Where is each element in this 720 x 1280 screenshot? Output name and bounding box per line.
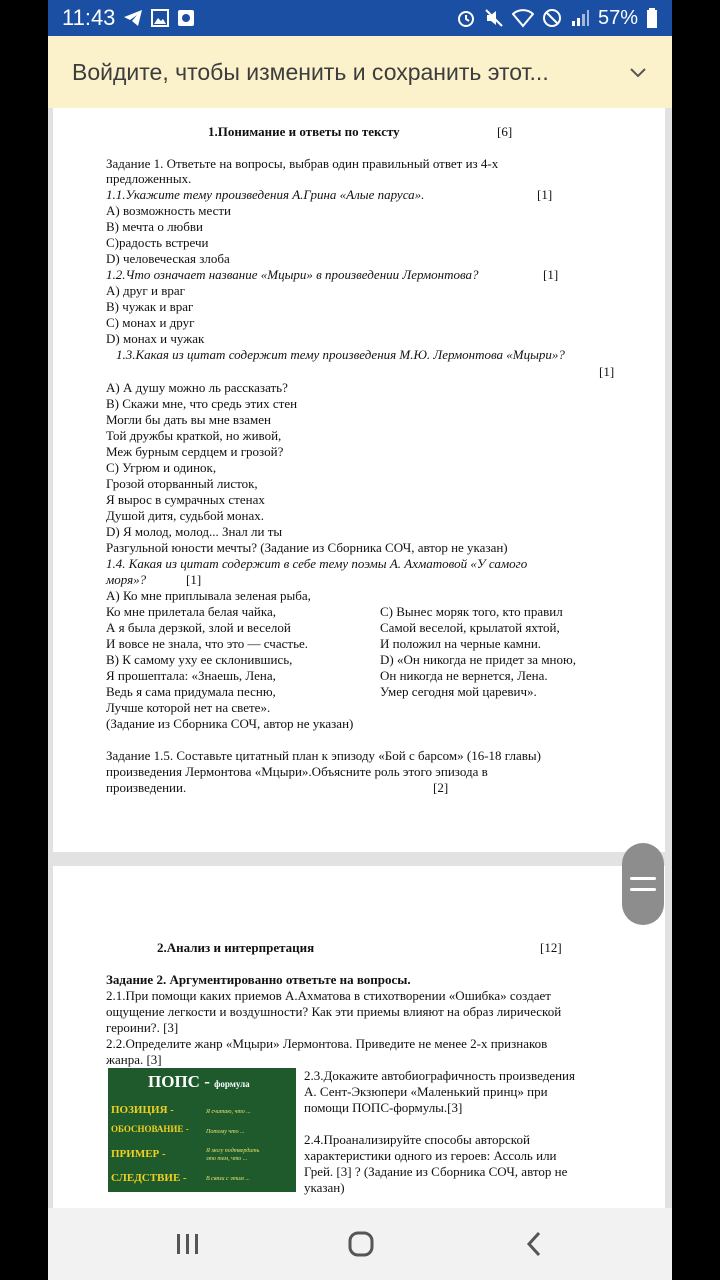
text-line: Я прошептала: «Знаешь, Лена, [106,668,276,683]
home-icon [347,1230,375,1258]
recent-apps-icon [175,1232,201,1256]
question-line: 1.3.Какая из цитат содержит тему произведения М.Ю. Лермонтова «Мцыри»? [116,347,565,362]
pops-hint: Я считаю, что ... [206,1109,251,1115]
text-line: Грозой оторванный листок, [106,476,258,491]
pops-hint: В связи с этим ... [206,1176,250,1182]
answer-option: A) возможность мести [106,203,231,218]
text-line: Душой дитя, судьбой монах. [106,508,264,523]
text-line: Задание 1.5. Составьте цитатный план к эпизоду «Бой с барсом» (16-18 главы) [106,748,541,763]
dnd-icon [542,8,562,28]
answer-option: D) Я молод, молод... Знал ли ты [106,524,283,539]
answer-option: A) друг и враг [106,283,185,298]
back-button[interactable] [514,1228,554,1260]
question-line: 1.1.Укажите тему произведения А.Грина «Алые паруса». [106,187,425,202]
score: [1] [599,364,615,379]
task-heading: Задание 2. Аргументированно ответьте на вопросы. [106,972,411,987]
score: [1] [537,187,553,202]
text-line: И вовсе не знала, что это — счастье. [106,636,309,651]
text-line: предложенных. [106,171,192,186]
battery-percent: 57% [597,6,638,29]
text-line: Могли бы дать вы мне взамен [106,412,271,427]
answer-option: A) А душу можно ль рассказать? [106,380,288,395]
clock: 11:43 [62,5,116,30]
text-line: (Задание из Сборника СОЧ, автор не указан) [106,716,354,731]
score: [1] [186,572,202,587]
text-line: Меж бурным сердцем и грозой? [106,444,284,459]
text-line: Грей. [3] ? (Задание из Сборника СОЧ, автор не [304,1164,568,1179]
fast-scroll-handle[interactable] [622,843,664,925]
text-line: Ко мне прилетала белая чайка, [106,604,276,619]
text-line: произведения Лермонтова «Мцыри».Объясните роль этого эпизода в [106,764,488,779]
pops-hint: Потому что ... [206,1129,245,1135]
text-line: Умер сегодня мой царевич». [380,684,537,699]
text-line: 2.3.Докажите автобиографичность произведения [304,1068,575,1083]
recent-apps-button[interactable] [168,1228,208,1260]
answer-option: C) Вынес моряк того, кто правил [380,604,563,619]
pops-hint: это тем, что ... [206,1156,248,1162]
banner-text: Войдите, чтобы изменить и сохранить этот... [72,58,549,85]
text-line: 2.2.Определите жанр «Мцыри» Лермонтова. Приведите не менее 2-х признаков [106,1036,548,1051]
text-line: И положил на черные камни. [380,636,542,651]
answer-option: C) монах и друг [106,315,195,330]
pops-row: ПРИМЕР - [111,1148,166,1160]
text-line: Самой веселой, крылатой яхтой, [380,620,560,635]
answer-option: B) Скажи мне, что средь этих стен [106,396,298,411]
document-viewer[interactable] [48,108,672,1208]
text-line: произведении. [106,780,187,795]
text-line: 2.1.При помощи каких приемов А.Ахматова в стихотворении «Ошибка» создает [106,988,551,1003]
mute-icon [484,8,504,28]
navigation-bar [48,1208,672,1280]
signal-icon [570,9,590,27]
pops-hint: Я могу подтвердить [206,1148,260,1154]
text-line: жанра. [3] [106,1052,162,1067]
back-icon [524,1230,544,1258]
document-page-2 [53,866,665,1208]
home-button[interactable] [341,1228,381,1260]
answer-option: A) Ко мне приплывала зеленая рыба, [106,588,311,603]
section-score: [12] [540,940,562,955]
text-line: Задание 1. Ответьте на вопросы, выбрав один правильный ответ из 4-х [106,156,499,171]
question-line: моря»? [106,572,147,587]
answer-option: D) человеческая злоба [106,251,230,266]
battery-icon [646,8,658,28]
text-line: ощущение легкости и воздушности? Как эти приемы влияют на образ лирической [106,1004,562,1019]
telegram-icon [123,9,143,27]
answer-option: D) монах и чужак [106,331,205,346]
text-line: указан) [304,1180,345,1195]
chevron-down-icon[interactable] [628,62,648,82]
text-line: Лучше которой нет на свете». [106,700,271,715]
answer-option: B) мечта о любви [106,219,203,234]
gallery-icon [151,9,169,27]
answer-option: B) чужак и враг [106,299,194,314]
answer-option: B) К самому уху ее склонившись, [106,652,293,667]
text-line: А я была дерзкой, злой и веселой [106,620,291,635]
document-page-1 [53,108,665,852]
text-line: А. Сент-Экзюпери «Маленький принц» при [304,1084,548,1099]
section-heading: 2.Анализ и интерпретация [157,940,315,955]
section-heading: 1.Понимание и ответы по тексту [208,124,400,139]
answer-option: D) «Он никогда не придет за мною, [380,652,576,667]
pops-formula-image [108,1068,296,1192]
text-line: Той дружбы краткой, но живой, [106,428,282,443]
text-line: характеристики одного из героев: Ассоль или [304,1148,557,1163]
text-line: Я вырос в сумрачных стенах [106,492,265,507]
text-line: Ведь я сама придумала песню, [106,684,276,699]
sign-in-banner[interactable] [48,36,672,108]
answer-option: C) Угрюм и одинок, [106,460,217,475]
app-notification-icon [177,9,195,27]
pops-row: ОБОСНОВАНИЕ - [111,1124,189,1134]
text-line: 2.4.Проанализируйте способы авторской [304,1132,530,1147]
text-line: Он никогда не вернется, Лена. [380,668,548,683]
score: [2] [433,780,449,795]
text-line: Разгульной юности мечты? (Задание из Сборника СОЧ, автор не указан) [106,540,508,555]
question-line: 1.4. Какая из цитат содержит в себе тему поэмы А. Ахматовой «У самого [106,556,528,571]
section-score: [6] [497,124,513,139]
text-line: героини?. [3] [106,1020,179,1035]
answer-option: C)радость встречи [106,235,209,250]
pops-title: ПОПС - формула [148,1072,250,1091]
wifi-icon [512,8,534,28]
text-line: помощи ПОПС-формулы.[3] [304,1100,463,1115]
pops-row: ПОЗИЦИЯ - [111,1104,174,1116]
alarm-icon [456,8,476,28]
pops-row: СЛЕДСТВИЕ - [111,1172,187,1184]
score: [1] [543,267,559,282]
question-line: 1.2.Что означает название «Мцыри» в произведении Лермонтова? [106,267,479,282]
status-bar [48,0,672,36]
